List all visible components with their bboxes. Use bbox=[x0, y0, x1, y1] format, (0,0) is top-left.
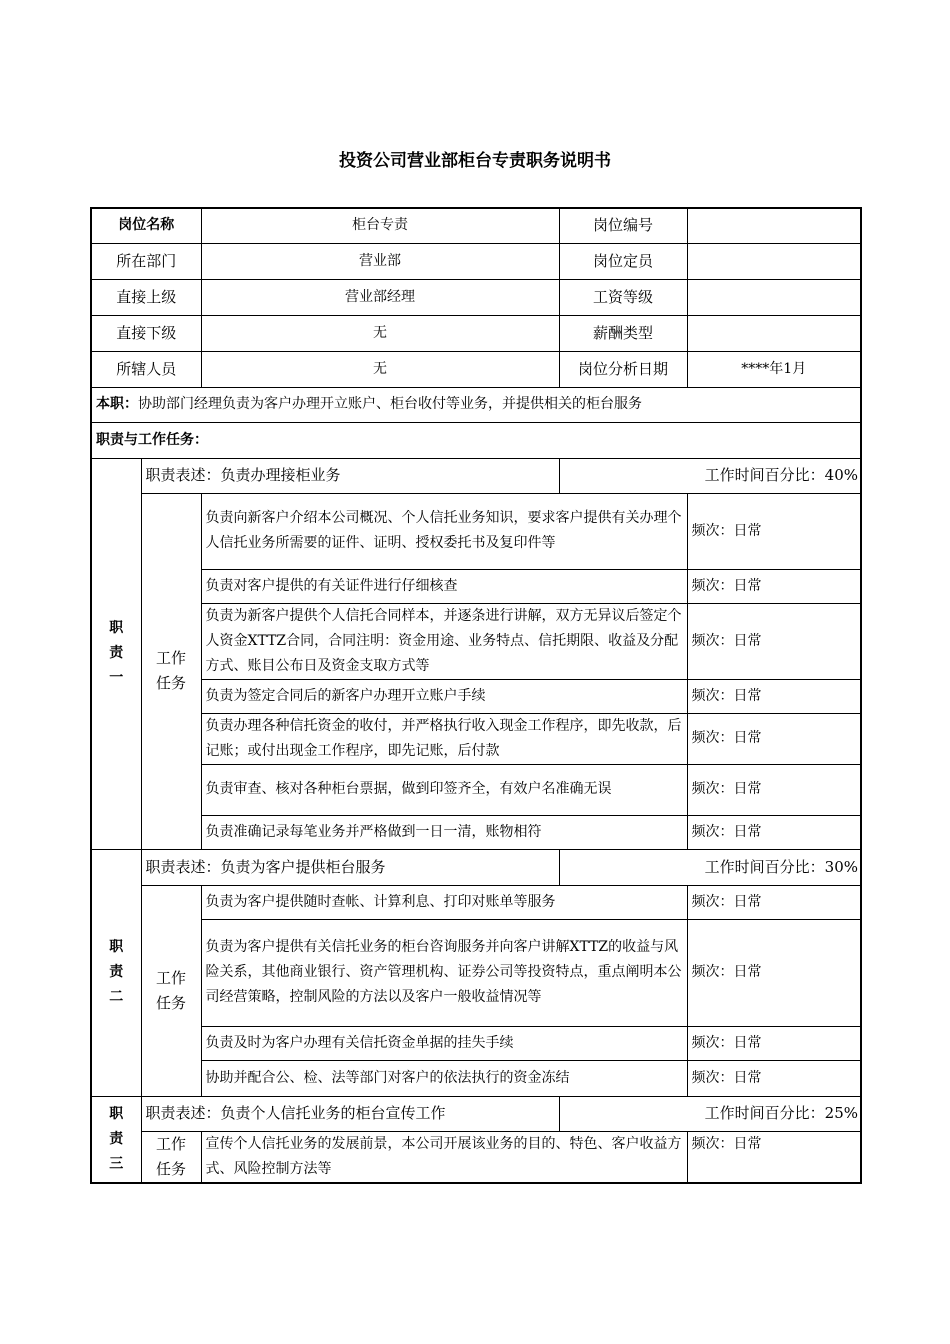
duty-name-text: 职责三 bbox=[109, 1105, 124, 1172]
task-frequency: 频次：日常 bbox=[687, 713, 861, 764]
duty-name bbox=[91, 849, 141, 1096]
task-frequency: 频次：日常 bbox=[687, 885, 861, 919]
duty-name bbox=[91, 458, 141, 849]
task-row bbox=[91, 1131, 861, 1183]
task-frequency: 频次：日常 bbox=[687, 569, 861, 603]
task-label-text: 工作任务 bbox=[155, 1134, 186, 1178]
job-description-table bbox=[90, 207, 862, 1184]
basic-label: 直接下级 bbox=[91, 315, 201, 351]
duty-percent: 工作时间百分比：25% bbox=[559, 1096, 861, 1131]
task-frequency: 频次：日常 bbox=[687, 764, 861, 815]
basic-row bbox=[91, 351, 861, 387]
task-label-text: 工作任务 bbox=[155, 649, 186, 692]
duties-header-row bbox=[91, 422, 861, 458]
task-frequency: 频次：日常 bbox=[687, 493, 861, 569]
benzhi-label: 本职： bbox=[96, 396, 138, 412]
task-frequency: 频次：日常 bbox=[687, 815, 861, 849]
task-frequency: 频次：日常 bbox=[687, 1131, 861, 1183]
basic-row bbox=[91, 279, 861, 315]
task-row bbox=[91, 679, 861, 713]
task-frequency: 频次：日常 bbox=[687, 1026, 861, 1060]
benzhi-text: 协助部门经理负责为客户办理开立账户、柜台收付等业务，并提供相关的柜台服务 bbox=[138, 396, 642, 412]
task-text: 负责为客户提供有关信托业务的柜台咨询服务并向客户讲解XTTZ的收益与风险关系，其他商业银行、资产管理机构、证券公司等投资特点，重点阐明本公司经营策略，控制风险的方法以及客户一般收益情况等 bbox=[201, 919, 687, 1026]
basic-value: ****年1月 bbox=[687, 351, 861, 387]
task-label bbox=[141, 493, 201, 849]
basic-value bbox=[687, 208, 861, 243]
basic-value: 柜台专责 bbox=[201, 208, 559, 243]
task-text: 宣传个人信托业务的发展前景，本公司开展该业务的目的、特色、客户收益方式、风险控制方法等 bbox=[201, 1131, 687, 1183]
task-row bbox=[91, 815, 861, 849]
task-text: 负责对客户提供的有关证件进行仔细核查 bbox=[201, 569, 687, 603]
task-row bbox=[91, 603, 861, 679]
duty-percent: 工作时间百分比：40% bbox=[559, 458, 861, 493]
duty-desc-row bbox=[91, 849, 861, 885]
duty-percent: 工作时间百分比：30% bbox=[559, 849, 861, 885]
duty-desc-row bbox=[91, 1096, 861, 1131]
duty-name bbox=[91, 1096, 141, 1183]
duty-desc: 职责表述：负责办理接柜业务 bbox=[141, 458, 559, 493]
basic-label: 直接上级 bbox=[91, 279, 201, 315]
task-row bbox=[91, 919, 861, 1026]
basic-row bbox=[91, 208, 861, 243]
task-text: 负责向新客户介绍本公司概况、个人信托业务知识，要求客户提供有关办理个人信托业务所需要的证件、证明、授权委托书及复印件等 bbox=[201, 493, 687, 569]
task-frequency: 频次：日常 bbox=[687, 603, 861, 679]
basic-value bbox=[687, 315, 861, 351]
task-text: 负责及时为客户办理有关信托资金单据的挂失手续 bbox=[201, 1026, 687, 1060]
duty-desc: 职责表述：负责为客户提供柜台服务 bbox=[141, 849, 559, 885]
basic-row bbox=[91, 315, 861, 351]
task-row bbox=[91, 1026, 861, 1060]
basic-label: 所在部门 bbox=[91, 243, 201, 279]
duty-desc-row bbox=[91, 458, 861, 493]
task-label bbox=[141, 1131, 201, 1183]
task-text: 负责办理各种信托资金的收付，并严格执行收入现金工作程序，即先收款，后记账；或付出现金工作程序，即先记账，后付款 bbox=[201, 713, 687, 764]
task-row bbox=[91, 569, 861, 603]
task-text: 负责审查、核对各种柜台票据，做到印签齐全，有效户名准确无误 bbox=[201, 764, 687, 815]
task-row bbox=[91, 713, 861, 764]
basic-label: 工资等级 bbox=[559, 279, 687, 315]
basic-value: 无 bbox=[201, 315, 559, 351]
duties-header: 职责与工作任务： bbox=[91, 422, 861, 458]
basic-label: 薪酬类型 bbox=[559, 315, 687, 351]
benzhi-cell bbox=[91, 387, 861, 422]
task-text: 负责准确记录每笔业务并严格做到一日一清，账物相符 bbox=[201, 815, 687, 849]
basic-label: 岗位分析日期 bbox=[559, 351, 687, 387]
task-row bbox=[91, 493, 861, 569]
basic-label: 岗位编号 bbox=[559, 208, 687, 243]
task-row bbox=[91, 764, 861, 815]
duty-desc: 职责表述：负责个人信托业务的柜台宣传工作 bbox=[141, 1096, 559, 1131]
basic-value: 营业部经理 bbox=[201, 279, 559, 315]
basic-label: 岗位名称 bbox=[91, 208, 201, 243]
task-row bbox=[91, 885, 861, 919]
duty-name-text: 职责一 bbox=[109, 620, 124, 686]
task-frequency: 频次：日常 bbox=[687, 919, 861, 1026]
task-text: 负责为签定合同后的新客户办理开立账户手续 bbox=[201, 679, 687, 713]
task-label bbox=[141, 885, 201, 1096]
basic-value bbox=[687, 243, 861, 279]
basic-row bbox=[91, 243, 861, 279]
task-text: 负责为客户提供随时查帐、计算利息、打印对账单等服务 bbox=[201, 885, 687, 919]
benzhi-row bbox=[91, 387, 861, 422]
basic-value: 营业部 bbox=[201, 243, 559, 279]
task-row bbox=[91, 1060, 861, 1096]
basic-label: 岗位定员 bbox=[559, 243, 687, 279]
basic-value: 无 bbox=[201, 351, 559, 387]
task-text: 负责为新客户提供个人信托合同样本，并逐条进行讲解，双方无异议后签定个人资金XTTZ合同，合同注明：资金用途、业务特点、信托期限、收益及分配方式、账目公布日及资金支取方式等 bbox=[201, 603, 687, 679]
page-title: 投资公司营业部柜台专责职务说明书 bbox=[339, 151, 611, 171]
task-text: 协助并配合公、检、法等部门对客户的依法执行的资金冻结 bbox=[201, 1060, 687, 1096]
basic-label: 所辖人员 bbox=[91, 351, 201, 387]
task-label-text: 工作任务 bbox=[155, 968, 186, 1012]
task-frequency: 频次：日常 bbox=[687, 1060, 861, 1096]
task-frequency: 频次：日常 bbox=[687, 679, 861, 713]
duty-name-text: 职责二 bbox=[109, 939, 124, 1005]
basic-value bbox=[687, 279, 861, 315]
